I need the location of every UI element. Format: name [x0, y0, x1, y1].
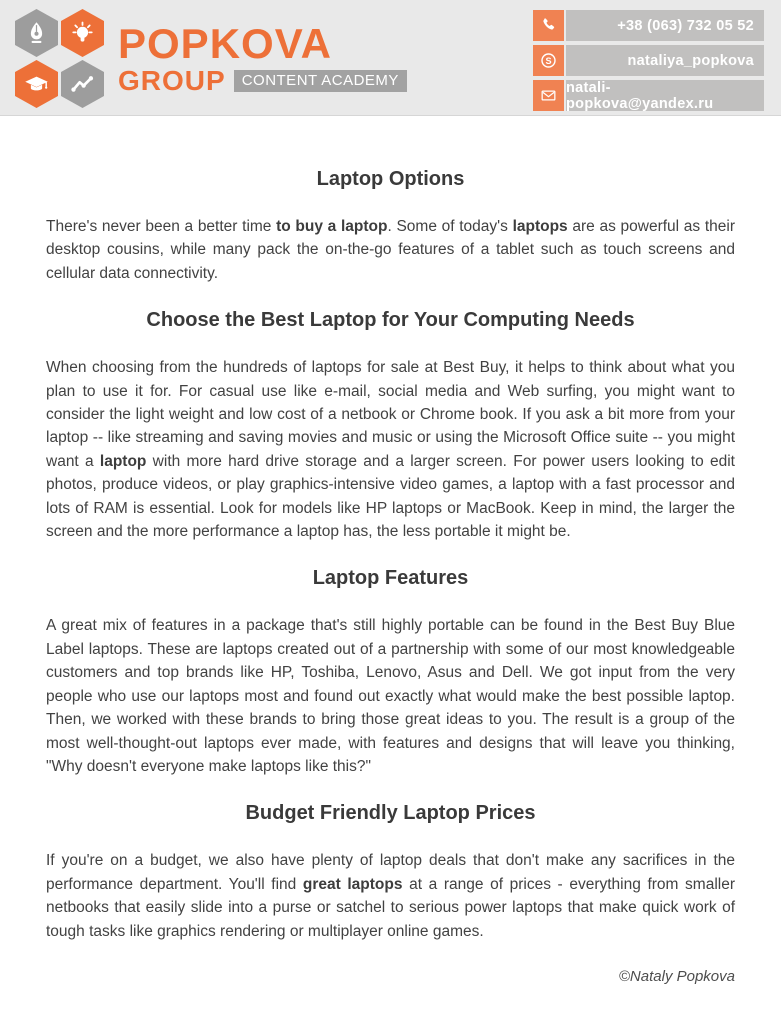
chart-line-icon: [61, 60, 104, 108]
letterhead-header: [0, 0, 781, 116]
page-title: Laptop Options: [316, 168, 465, 190]
contact-row-email: [533, 80, 764, 111]
brand-name: POPKOVA: [118, 19, 332, 67]
contact-block: [533, 10, 764, 111]
phone-number: +38 (063) 732 05 52: [566, 10, 764, 41]
logo-text: [118, 19, 407, 96]
email-icon: [533, 80, 564, 111]
contact-row-phone: [533, 10, 764, 41]
paragraph: When choosing from the hundreds of laptops for sale at Best Buy, it helps to think about what you plan to use it for. For casual use like e-mail, social media and Web surfing, you might want to consider the light weight and low cost of a netbook or Chrome book. If you ask a bit more from your laptop -- like streaming and saving movies and music or using the Microsoft Office suite -- you might want a laptop with more hard drive storage and a larger screen. For power users looking to edit photos, produce videos, or play graphics-intensive video games, a laptop with a fast processor and lots of RAM is essential. Look for models like HP laptops or MacBook. Keep in mind, the larger the screen and the more performance a laptop has, the less portable it might be.: [46, 359, 735, 541]
phone-icon: [533, 10, 564, 41]
popkova-group-logo: [15, 9, 407, 108]
email-address: natali-popkova@yandex.ru: [566, 80, 764, 111]
pen-nib-icon: [15, 9, 58, 57]
skype-handle: nataliya_popkova: [566, 45, 764, 76]
svg-text:S: S: [545, 55, 552, 66]
brand-badge: CONTENT ACADEMY: [234, 70, 407, 92]
section-heading: Laptop Features: [312, 567, 469, 590]
contact-row-skype: [533, 45, 764, 76]
skype-icon: [533, 45, 564, 76]
author-credit: ©Nataly Popkova: [618, 967, 735, 985]
brand-sub-name: GROUP: [118, 64, 226, 96]
section-heading: Choose the Best Laptop for Your Computing Needs: [146, 309, 635, 332]
paragraph: A great mix of features in a package that's still highly portable can be found in the Best Buy Blue Label laptops. These are laptops created out of a partnership with some of our most knowledgeable customers and top brands like HP, Toshiba, Lenovo, Asus and Dell. We got input from the very people who use our laptops most and found out exactly what would make the best possible laptop. Then, we worked with these brands to bring those great ideas to you. The result is a group of the most well-thought-out laptops ever made, with features and designs that will leave you thinking, "Why doesn't everyone make laptops like this?": [46, 617, 735, 775]
lightbulb-icon: [61, 9, 104, 57]
graduation-cap-icon: [15, 60, 58, 108]
paragraph: There's never been a better time to buy a laptop. Some of today's laptops are as powerful as their desktop cousins, while many pack the on-the-go features of a tablet such as touch screens and cellular data connectivity.: [46, 218, 735, 282]
article: [0, 168, 781, 943]
paragraph: If you're on a budget, we also have plenty of laptop deals that don't make any sacrifices in the performance department. You'll find great laptops at a range of prices - everything from smaller netbooks that easily slide into a purse or satchel to serious power laptops that make quick work of tough tasks like graphics rendering or multiplayer online games.: [46, 852, 735, 940]
section-heading: Budget Friendly Laptop Prices: [245, 802, 536, 825]
logo-tile-grid: [15, 9, 104, 108]
article-body: [46, 215, 735, 943]
